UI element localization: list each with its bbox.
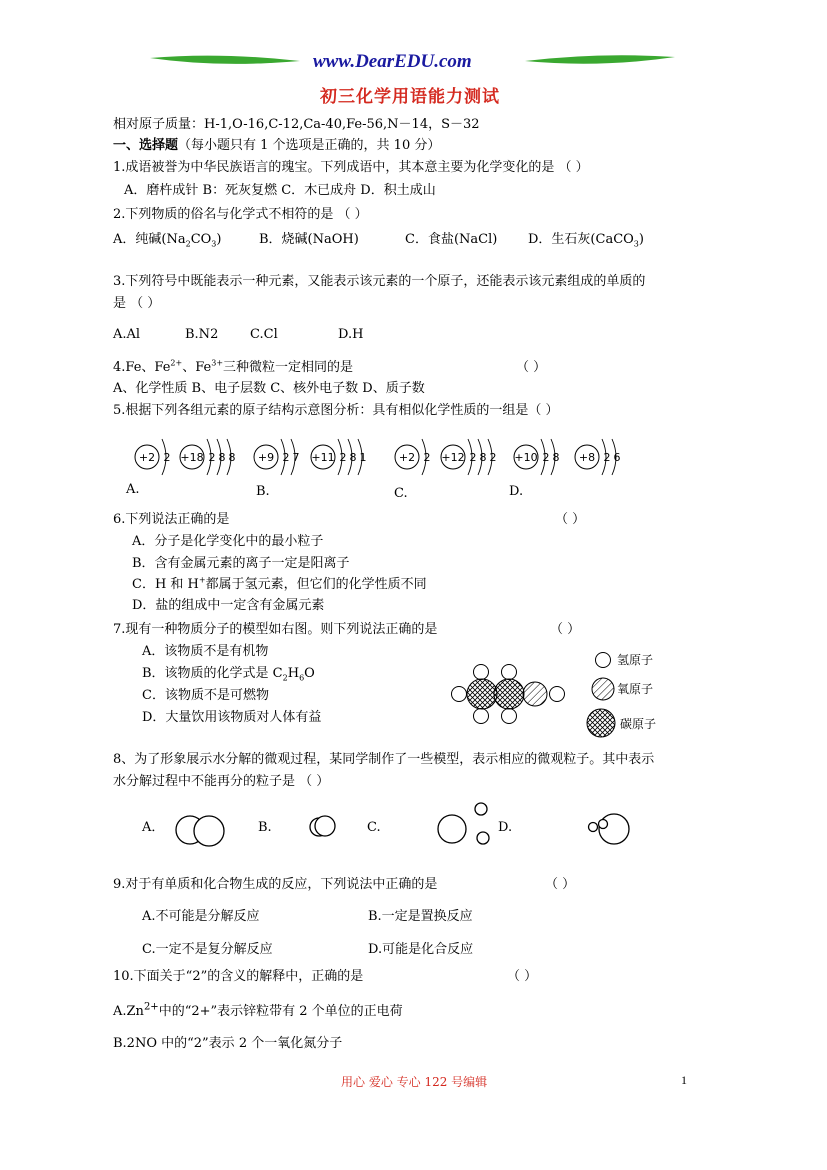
q3-option-d: D.H <box>338 327 364 342</box>
q2-option-a: A．纯碱$(Na_2CO_3)$ <box>113 232 222 249</box>
q7-option-b: B．该物质的化学式是 $C_2H_6O$ <box>142 666 315 683</box>
q9-option-d: D.可能是化合反应 <box>368 942 474 957</box>
q7-stem: 7.现有一种物质分子的模型如右图。则下列说法正确的是 <box>113 622 438 637</box>
atom-diagram <box>180 439 236 475</box>
molecule-model-diagram <box>0 640 827 740</box>
q2-option-c: C．食盐(NaCl) <box>405 232 498 247</box>
q3-stem-line2: 是 （ ） <box>113 296 161 311</box>
q8-stem-line1: 8、为了形象展示水分解的微观过程，某同学制作了一些模型，表示相应的微观粒子。其中表示 <box>113 752 655 767</box>
q3-option-c: C.Cl <box>250 327 278 342</box>
q5-label-d: D. <box>509 484 524 499</box>
atom-diagram <box>441 439 497 475</box>
nucleus-charge: +18 <box>180 451 204 464</box>
q9-stem: 9.对于有单质和化合物生成的反应，下列说法中正确的是 <box>113 877 438 892</box>
q4-options: A、化学性质 B、电子层数 C、核外电子数 D、质子数 <box>113 381 425 396</box>
q8-label-a: A． <box>142 820 165 835</box>
q9-option-a: A.不可能是分解反应 <box>142 909 260 924</box>
nucleus-charge: +12 <box>441 451 465 464</box>
q7-option-a: A．该物质不是有机物 <box>142 644 269 659</box>
electron-count: 8 <box>479 451 487 464</box>
q5-label-a: A. <box>126 482 140 497</box>
section-title: 一、选择题 <box>113 138 179 153</box>
page-title: 初三化学用语能力测试 <box>320 87 500 107</box>
q9-paren: （ ） <box>545 877 576 892</box>
q7-option-c: C．该物质不是可燃物 <box>142 688 269 703</box>
electron-count: 2 <box>469 451 477 464</box>
nucleus-charge: +2 <box>398 451 416 464</box>
q2-option-d: D．生石灰(CaCO$_3$) <box>528 232 644 249</box>
section-heading <box>113 138 440 154</box>
q6-option-a: A．分子是化学变化中的最小粒子 <box>132 534 324 549</box>
q8-label-b: B. <box>258 820 272 835</box>
q6-stem: 6.下列说法正确的是 <box>113 512 230 527</box>
q5-stem: 5.根据下列各组元素的原子结构示意图分析：具有相似化学性质的一组是（ ） <box>113 403 559 418</box>
atom-diagram <box>311 439 367 475</box>
q6-option-d: D．盐的组成中一定含有金属元素 <box>132 598 325 613</box>
electron-count: 8 <box>349 451 357 464</box>
particle-models-diagram <box>0 800 827 870</box>
q8-label-d: D. <box>498 820 513 835</box>
electron-count: 1 <box>359 451 367 464</box>
q6-paren: （ ） <box>555 512 586 527</box>
q2-stem: 2.下列物质的俗名与化学式不相符的是 （ ） <box>113 207 368 222</box>
electron-count: 2 <box>489 451 497 464</box>
q3-option-a: A.Al <box>113 327 141 342</box>
q4-stem: 4.Fe、$Fe^{2+}$、$Fe^{3+}$三种微粒一定相同的是 <box>113 358 354 375</box>
electron-count: 2 <box>282 451 290 464</box>
electron-count: 2 <box>339 451 347 464</box>
footer-slogan: 用心 爱心 专心 122 号编辑 <box>341 1075 488 1089</box>
q9-option-b: B.一定是置换反应 <box>368 909 473 924</box>
electron-count: 2 <box>208 451 216 464</box>
q8-label-c: C. <box>367 820 381 835</box>
q8-stem-line2: 水分解过程中不能再分的粒子是 （ ） <box>113 774 330 789</box>
electron-count: 2 <box>163 451 171 464</box>
q3-option-b: B.N2 <box>185 327 219 342</box>
q2-option-b: B．烧碱(NaOH) <box>259 232 359 247</box>
electron-count: 8 <box>218 451 226 464</box>
q10-stem: 10.下面关于“2”的含义的解释中，正确的是 <box>113 969 364 984</box>
atomic-masses: 相对原子质量：H-1,O-16,C-12,Ca-40,Fe-56,N－14，S－32 <box>113 117 480 132</box>
q7-option-d: D．大量饮用该物质对人体有益 <box>142 710 322 725</box>
electron-count: 7 <box>292 451 300 464</box>
q5-label-b: B. <box>256 484 270 499</box>
site-name: www.DearEDU.com <box>313 51 472 72</box>
legend-carbon: 碳原子 <box>620 717 657 731</box>
q10-paren: （ ） <box>507 969 538 984</box>
section-note: （每小题只有 1 个选项是正确的，共 10 分） <box>178 138 441 153</box>
legend-oxygen: 氧原子 <box>617 682 654 696</box>
electron-count: 6 <box>613 451 621 464</box>
q1-stem: 1.成语被誉为中华民族语言的瑰宝。下列成语中，其本意主要为化学变化的是 （ ） <box>113 160 589 175</box>
q4-paren: （ ） <box>516 360 547 375</box>
nucleus-charge: +8 <box>578 451 596 464</box>
electron-count: 2 <box>423 451 431 464</box>
electron-count: 8 <box>228 451 236 464</box>
atom-diagram <box>395 439 431 475</box>
atom-structure-diagrams <box>0 425 827 505</box>
electron-count: 2 <box>603 451 611 464</box>
nucleus-charge: +10 <box>514 451 538 464</box>
atom-diagram <box>575 439 621 475</box>
q3-stem-line1: 3.下列符号中既能表示一种元素，又能表示该元素的一个原子，还能表示该元素组成的单质的 <box>113 274 646 289</box>
nucleus-charge: +2 <box>138 451 156 464</box>
q6-option-c: C．H 和 H+都属于氢元素，但它们的化学性质不同 <box>132 575 427 592</box>
atom-diagram <box>135 439 171 475</box>
electron-count: 8 <box>552 451 560 464</box>
q1-options: A．磨杵成针 B：死灰复燃 C．木已成舟 D．积土成山 <box>124 183 436 198</box>
atom-diagram <box>254 439 300 475</box>
q9-option-c: C.一定不是复分解反应 <box>142 942 273 957</box>
q7-paren: （ ） <box>550 622 581 637</box>
page-number: 1 <box>681 1073 687 1087</box>
q6-option-b: B．含有金属元素的离子一定是阳离子 <box>132 556 350 571</box>
nucleus-charge: +9 <box>257 451 275 464</box>
nucleus-charge: +11 <box>311 451 335 464</box>
electron-count: 2 <box>542 451 550 464</box>
atom-diagram <box>514 439 560 475</box>
q10-option-a: $A.Zn^{2+}$中的“2+”表示锌粒带有 2 个单位的正电荷 <box>113 1001 403 1019</box>
q10-option-b: B.2NO 中的“2”表示 2 个一氧化氮分子 <box>113 1036 343 1051</box>
q5-label-c: C. <box>394 486 408 501</box>
legend-hydrogen: 氢原子 <box>617 653 654 667</box>
